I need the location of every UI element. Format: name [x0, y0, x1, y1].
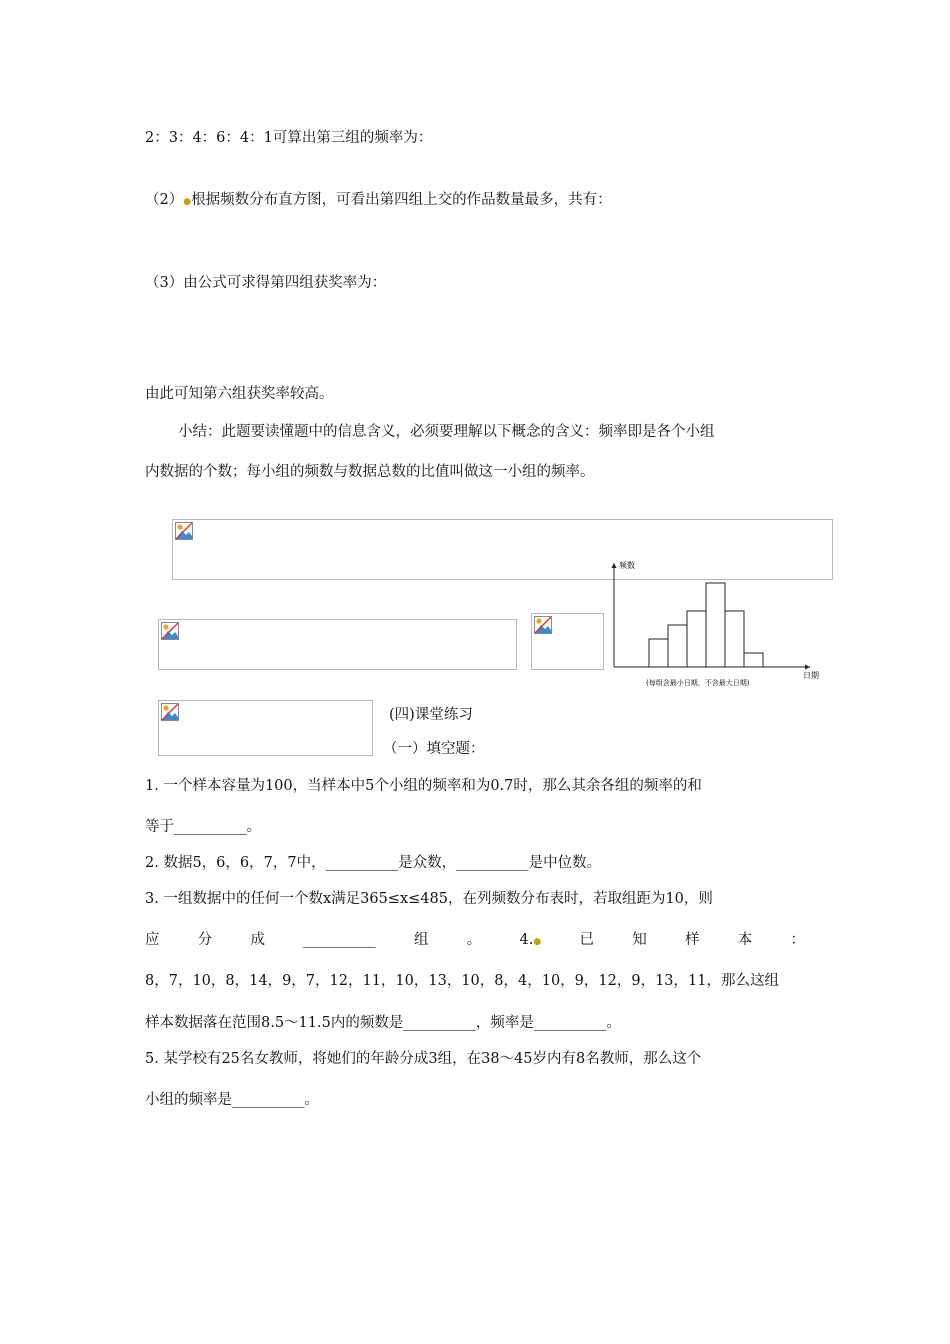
question-3-line-1: 3. 一组数据中的任何一个数x满足365≤x≤485，在列频数分布表时，若取组距为10，则 [145, 891, 713, 907]
word: 分 [197, 932, 213, 948]
summary-line-2: 内数据的个数；每小组的频数与数据总数的比值叫做这一小组的频率。 [145, 464, 595, 480]
broken-image-icon [161, 622, 179, 640]
word: 应 [145, 932, 160, 948]
question-2: 2. 数据5，6，6，7，7中，__________是众数，__________是中位数。 [145, 855, 602, 871]
broken-image-icon [534, 616, 552, 634]
edit-mark-icon: ● [533, 937, 542, 947]
histogram-x-arrow [805, 665, 810, 670]
frequency-histogram [600, 555, 830, 690]
image-placeholder-2 [158, 619, 517, 670]
question-1-line-1: 1. 一个样本容量为100，当样本中5个小组的频率和为0.7时，那么其余各组的频率的和 [145, 778, 702, 794]
word: 已 [579, 932, 594, 948]
text-line-2-body: 根据频数分布直方图，可看出第四组上交的作品数量最多，共有： [191, 192, 612, 208]
question-4-line-2: 样本数据落在范围8.5～11.5内的频数是__________，频率是__________。 [145, 1015, 621, 1031]
edit-mark-icon: ● [183, 197, 192, 207]
histogram-bar-6 [744, 653, 763, 667]
text-line-1: 2：3：4：6：4：1可算出第三组的频率为： [145, 130, 433, 146]
histogram-bar-2 [668, 625, 687, 667]
histogram-bars [649, 583, 763, 667]
question-4-number: 4.● [519, 932, 542, 948]
histogram-y-arrow [612, 563, 617, 568]
question-5-line-2: 小组的频率是__________。 [145, 1092, 319, 1108]
question-3-4-justified-line [145, 930, 805, 952]
histogram-x-label: 日期 [803, 671, 819, 680]
section-subtitle: （一）填空题： [383, 741, 485, 757]
word: 。 [466, 932, 482, 948]
histogram-bar-3 [687, 611, 706, 667]
answer-blank: __________ [303, 932, 376, 948]
section-title: (四)课堂练习 [389, 707, 473, 723]
image-placeholder-4 [158, 700, 373, 756]
word: 成 [250, 932, 265, 948]
summary-line-1: 小结：此题要读懂题中的信息含义，必须要理解以下概念的含义：频率即是各个小组 [178, 424, 715, 440]
histogram-bar-5 [725, 611, 744, 667]
question-4-line-1: 8，7，10，8，14，9，7，12，11，10，13，10，8，4，10，9，12，9，13，11，那么这组 [145, 973, 779, 989]
histogram-note: (每组含最小日期，不含最大日期) [646, 679, 750, 687]
text-line-3: （3）由公式可求得第四组获奖率为： [145, 275, 387, 291]
question-1-line-2: 等于__________。 [145, 819, 261, 835]
word: 样 [684, 932, 700, 948]
text-line-4: 由此可知第六组获奖率较高。 [145, 386, 334, 402]
text-line-2 [145, 190, 612, 212]
word: 组 [414, 932, 429, 948]
word: 本 [737, 932, 753, 948]
question-5-line-1: 5. 某学校有25名女教师，将她们的年龄分成3组，在38～45岁内有8名教师，那么这个 [145, 1051, 702, 1067]
histogram-y-label: 频数 [619, 561, 635, 570]
image-placeholder-3 [531, 613, 604, 670]
broken-image-icon [175, 522, 193, 540]
text-line-2-prefix: （2） [145, 192, 184, 208]
histogram-bar-1 [649, 639, 668, 667]
broken-image-icon [161, 703, 179, 721]
histogram-bar-4 [706, 583, 725, 667]
word: ： [790, 932, 805, 948]
word: 知 [632, 932, 647, 948]
